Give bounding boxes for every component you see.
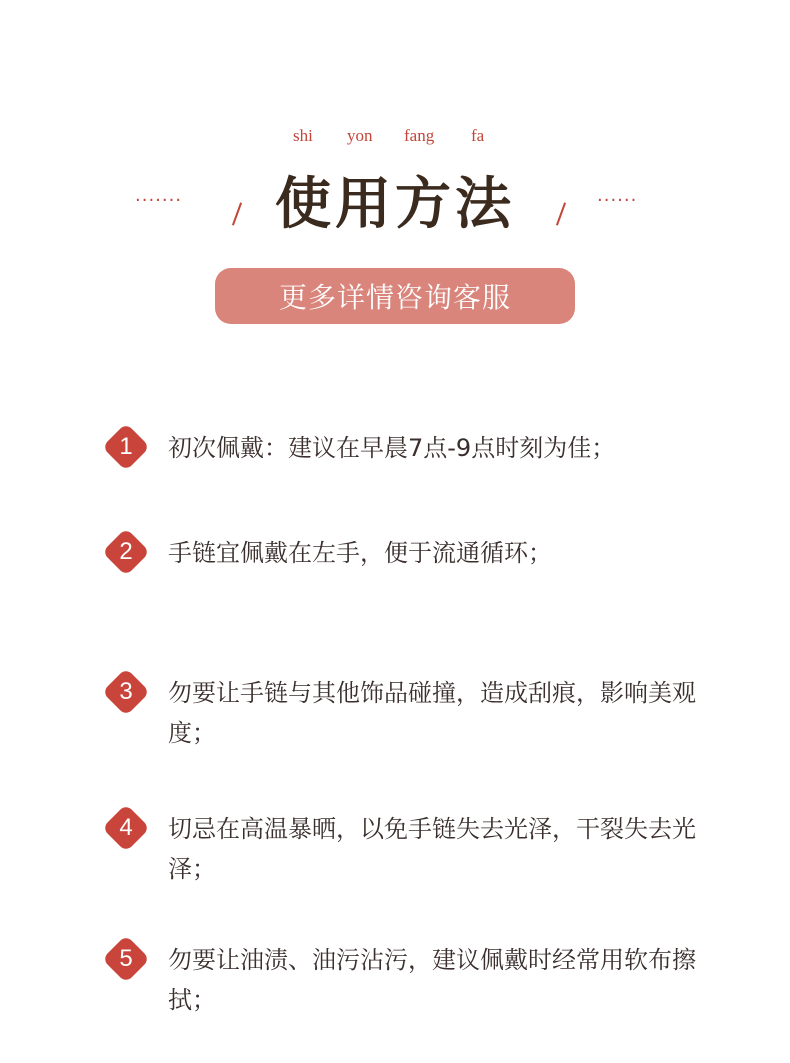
pinyin-yon: yon bbox=[347, 126, 373, 145]
page-title: 使用方法 bbox=[275, 171, 515, 237]
customer-service-button[interactable]: 更多详情咨询客服 bbox=[215, 268, 575, 324]
instruction-text: 勿要让油渍、油污沾污，建议佩戴时经常用软布擦拭； bbox=[168, 946, 696, 1014]
number-badge-label: 3 bbox=[119, 678, 133, 705]
number-badge-label: 2 bbox=[119, 538, 133, 565]
instruction-text: 勿要让手链与其他饰品碰撞，造成刮痕，影响美观度； bbox=[168, 679, 696, 747]
title-row bbox=[0, 168, 790, 248]
instruction-text: 初次佩戴：建议在早晨7点-9点时刻为佳； bbox=[168, 434, 616, 462]
pinyin-fa: fa bbox=[471, 126, 485, 145]
number-badge-label: 5 bbox=[119, 945, 133, 972]
pinyin-shi: shi bbox=[293, 126, 313, 145]
instruction-text: 切忌在高温暴晒，以免手链失去光泽，干裂失去光泽； bbox=[168, 815, 696, 883]
decor-dots-left: ······· bbox=[135, 190, 183, 211]
pinyin-line bbox=[0, 126, 790, 148]
instruction-text: 手链宜佩戴在左手，便于流通循环； bbox=[168, 539, 552, 567]
number-badge-label: 4 bbox=[119, 814, 133, 841]
number-badge-label: 1 bbox=[119, 433, 133, 460]
pinyin-fang: fang bbox=[404, 126, 435, 145]
decor-dots-right: ······ bbox=[597, 190, 638, 211]
